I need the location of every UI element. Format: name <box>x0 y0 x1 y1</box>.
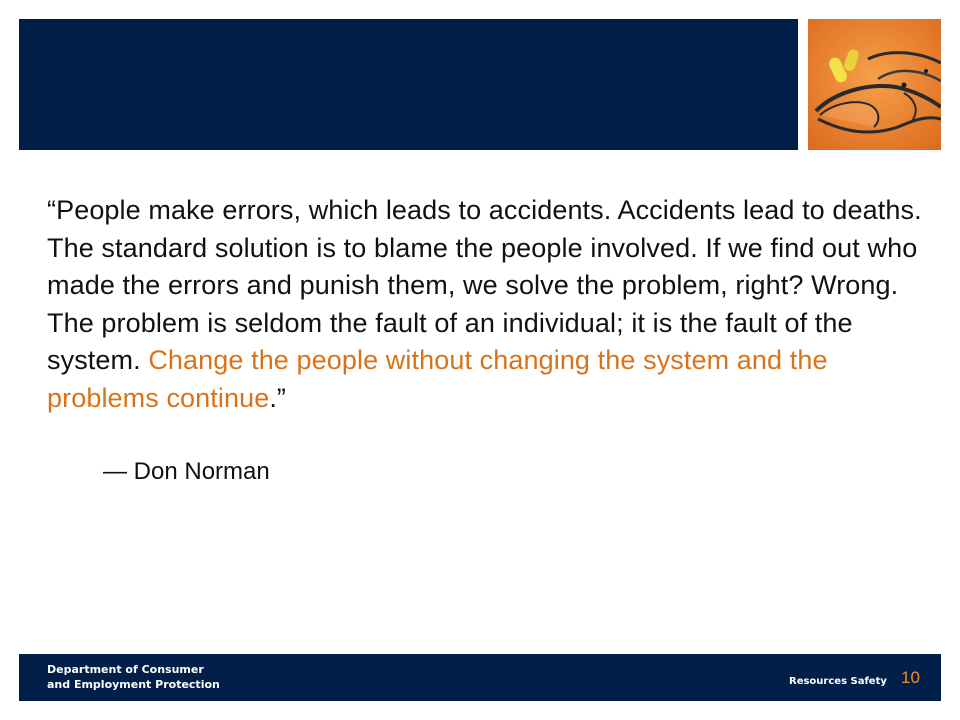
header-banner <box>19 19 798 150</box>
safety-glasses-photo <box>808 19 941 150</box>
footer-bar <box>19 654 941 701</box>
department-name <box>47 662 220 692</box>
page-number: 10 <box>901 668 920 687</box>
department-line-2: and Employment Protection <box>47 678 220 691</box>
quote-body: People make errors, which leads to accidents. Accidents lead to deaths. The standard solution is to blame the people involved. If we find out who made the errors and punish them, we solve the problem, right? Wrong. The problem is seldom the fault of an individual; it is the fault of the system. <box>47 195 922 375</box>
unit-name: Resources Safety <box>789 676 887 687</box>
quote-attribution: — Don Norman <box>103 458 270 485</box>
quote-highlight: Change the people without changing the system and the problems continue <box>47 345 828 413</box>
quote-close-mark: .” <box>269 382 287 413</box>
department-line-1: Department of Consumer <box>47 663 204 676</box>
safety-glasses-icon <box>808 19 941 150</box>
quote-text <box>47 192 927 417</box>
quote-open-mark: “ <box>47 195 57 225</box>
